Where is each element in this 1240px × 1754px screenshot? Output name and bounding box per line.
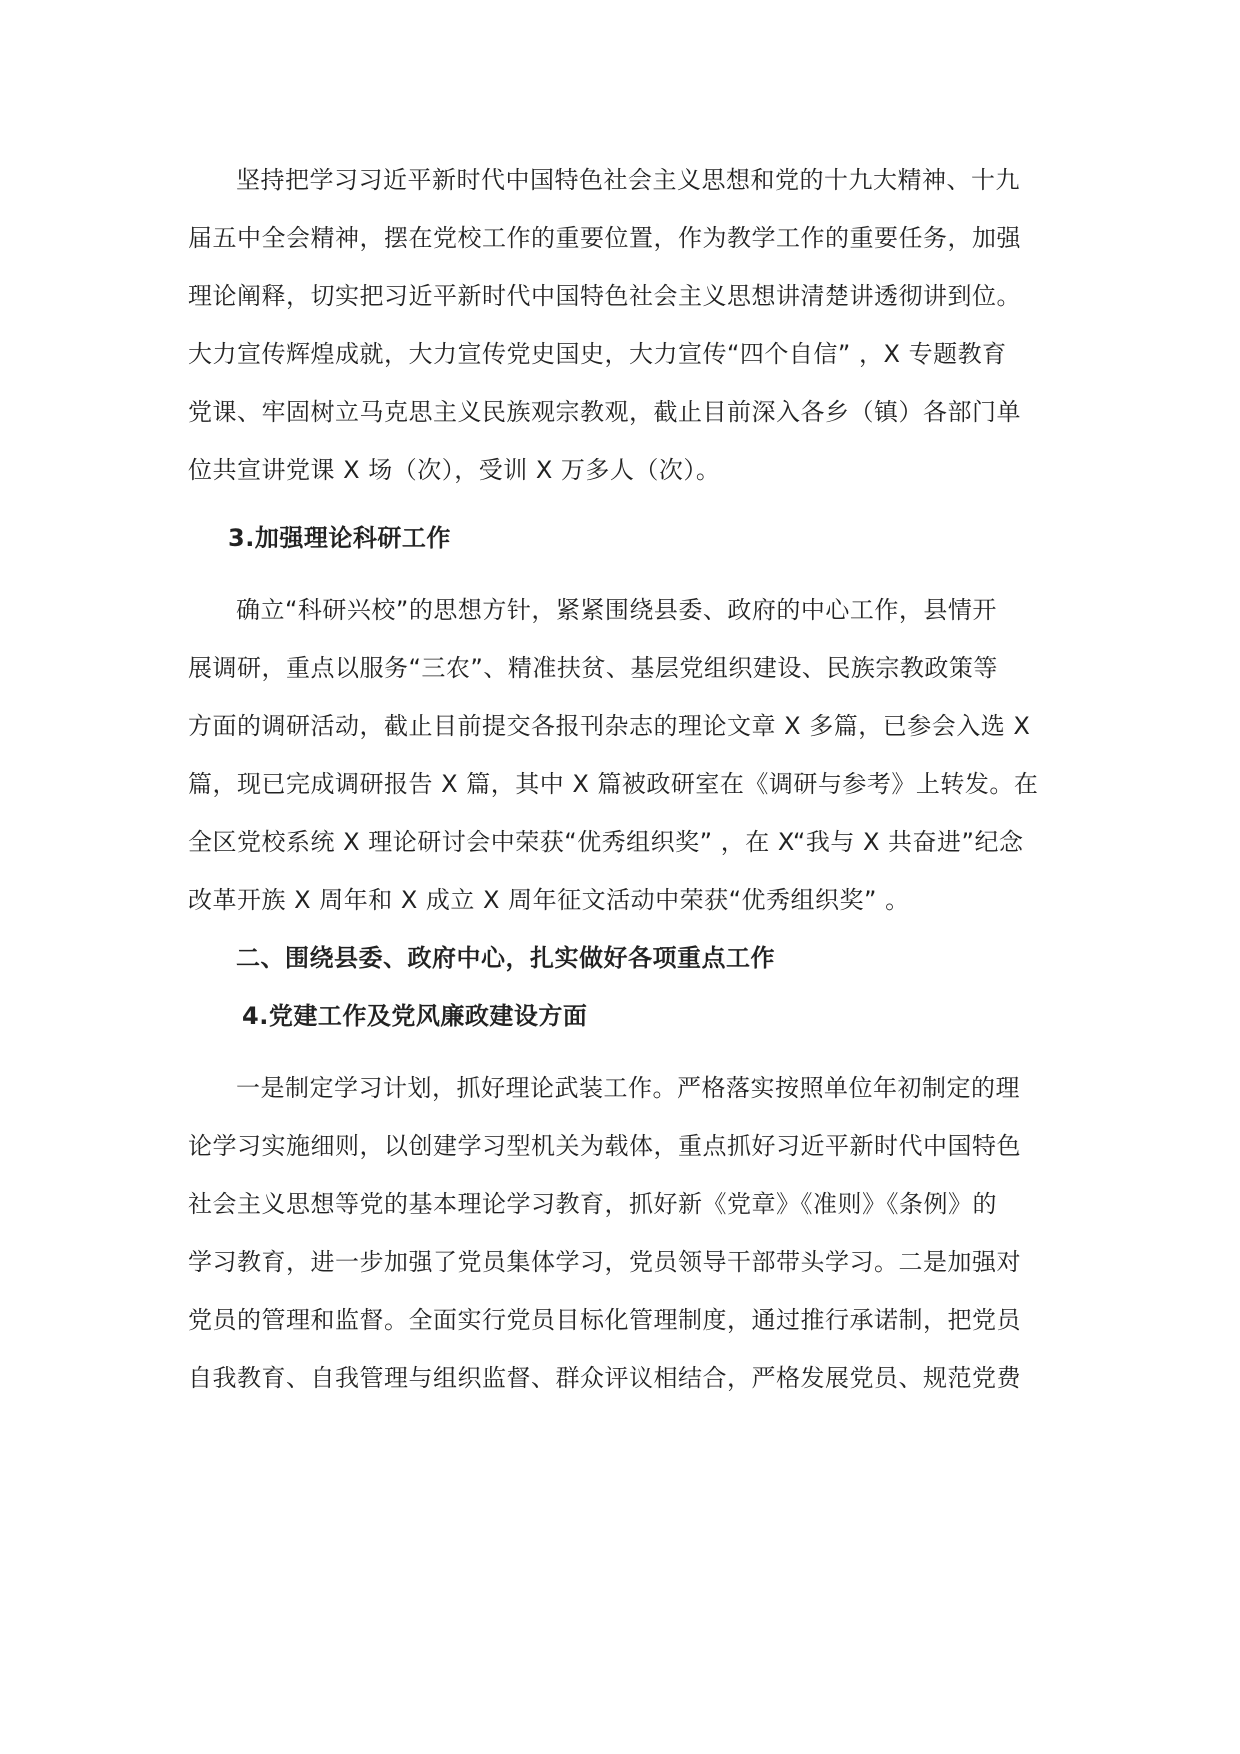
paragraph-line: 论学习实施细则，以创建学习型机关为载体，重点抓好习近平新时代中国特色 [188, 1132, 1021, 1160]
paragraph-line: 展调研，重点以服务“三农”、精准扶贫、基层党组织建设、民族宗教政策等 [188, 654, 998, 682]
section-heading: 二、围绕县委、政府中心，扎实做好各项重点工作 [236, 944, 775, 972]
paragraph-line: 确立“科研兴校”的思想方针，紧紧围绕县委、政府的中心工作，县情开 [236, 596, 997, 624]
paragraph-line: 改革开族 X 周年和 X 成立 X 周年征文活动中荣获“优秀组织奖” 。 [188, 886, 910, 914]
paragraph-line: 社会主义思想等党的基本理论学习教育，抓好新《党章》《准则》《条例》的 [188, 1190, 997, 1218]
paragraph-line: 学习教育，进一步加强了党员集体学习，党员领导干部带头学习。二是加强对 [188, 1248, 1021, 1276]
paragraph-line: 全区党校系统 X 理论研讨会中荣获“优秀组织奖” ，在 X“我与 X 共奋进”纪念 [188, 828, 1024, 856]
paragraph-line: 自我教育、自我管理与组织监督、群众评议相结合，严格发展党员、规范党费 [188, 1364, 1021, 1392]
paragraph-line: 一是制定学习计划，抓好理论武装工作。严格落实按照单位年初制定的理 [236, 1074, 1020, 1102]
paragraph-line: 大力宣传辉煌成就，大力宣传党史国史，大力宣传“四个自信” ，X 专题教育 [188, 340, 1007, 368]
paragraph-line: 坚持把学习习近平新时代中国特色社会主义思想和党的十九大精神、十九 [236, 166, 1020, 194]
paragraph-line: 届五中全会精神，摆在党校工作的重要位置，作为教学工作的重要任务，加强 [188, 224, 1021, 252]
paragraph-line: 篇，现已完成调研报告 X 篇，其中 X 篇被政研室在《调研与参考》上转发。在 [188, 770, 1039, 798]
subsection-heading: 4.党建工作及党风廉政建设方面 [242, 1002, 588, 1030]
paragraph-line: 党课、牢固树立马克思主义民族观宗教观，截止目前深入各乡（镇）各部门单 [188, 398, 1021, 426]
section-heading: 3.加强理论科研工作 [228, 524, 451, 552]
paragraph-line: 理论阐释，切实把习近平新时代中国特色社会主义思想讲清楚讲透彻讲到位。 [188, 282, 1021, 310]
paragraph-line: 位共宣讲党课 X 场（次），受训 X 万多人（次）。 [188, 456, 721, 484]
paragraph-line: 党员的管理和监督。全面实行党员目标化管理制度，通过推行承诺制，把党员 [188, 1306, 1021, 1334]
paragraph-line: 方面的调研活动，截止目前提交各报刊杂志的理论文章 X 多篇，已参会入选 X [188, 712, 1031, 740]
